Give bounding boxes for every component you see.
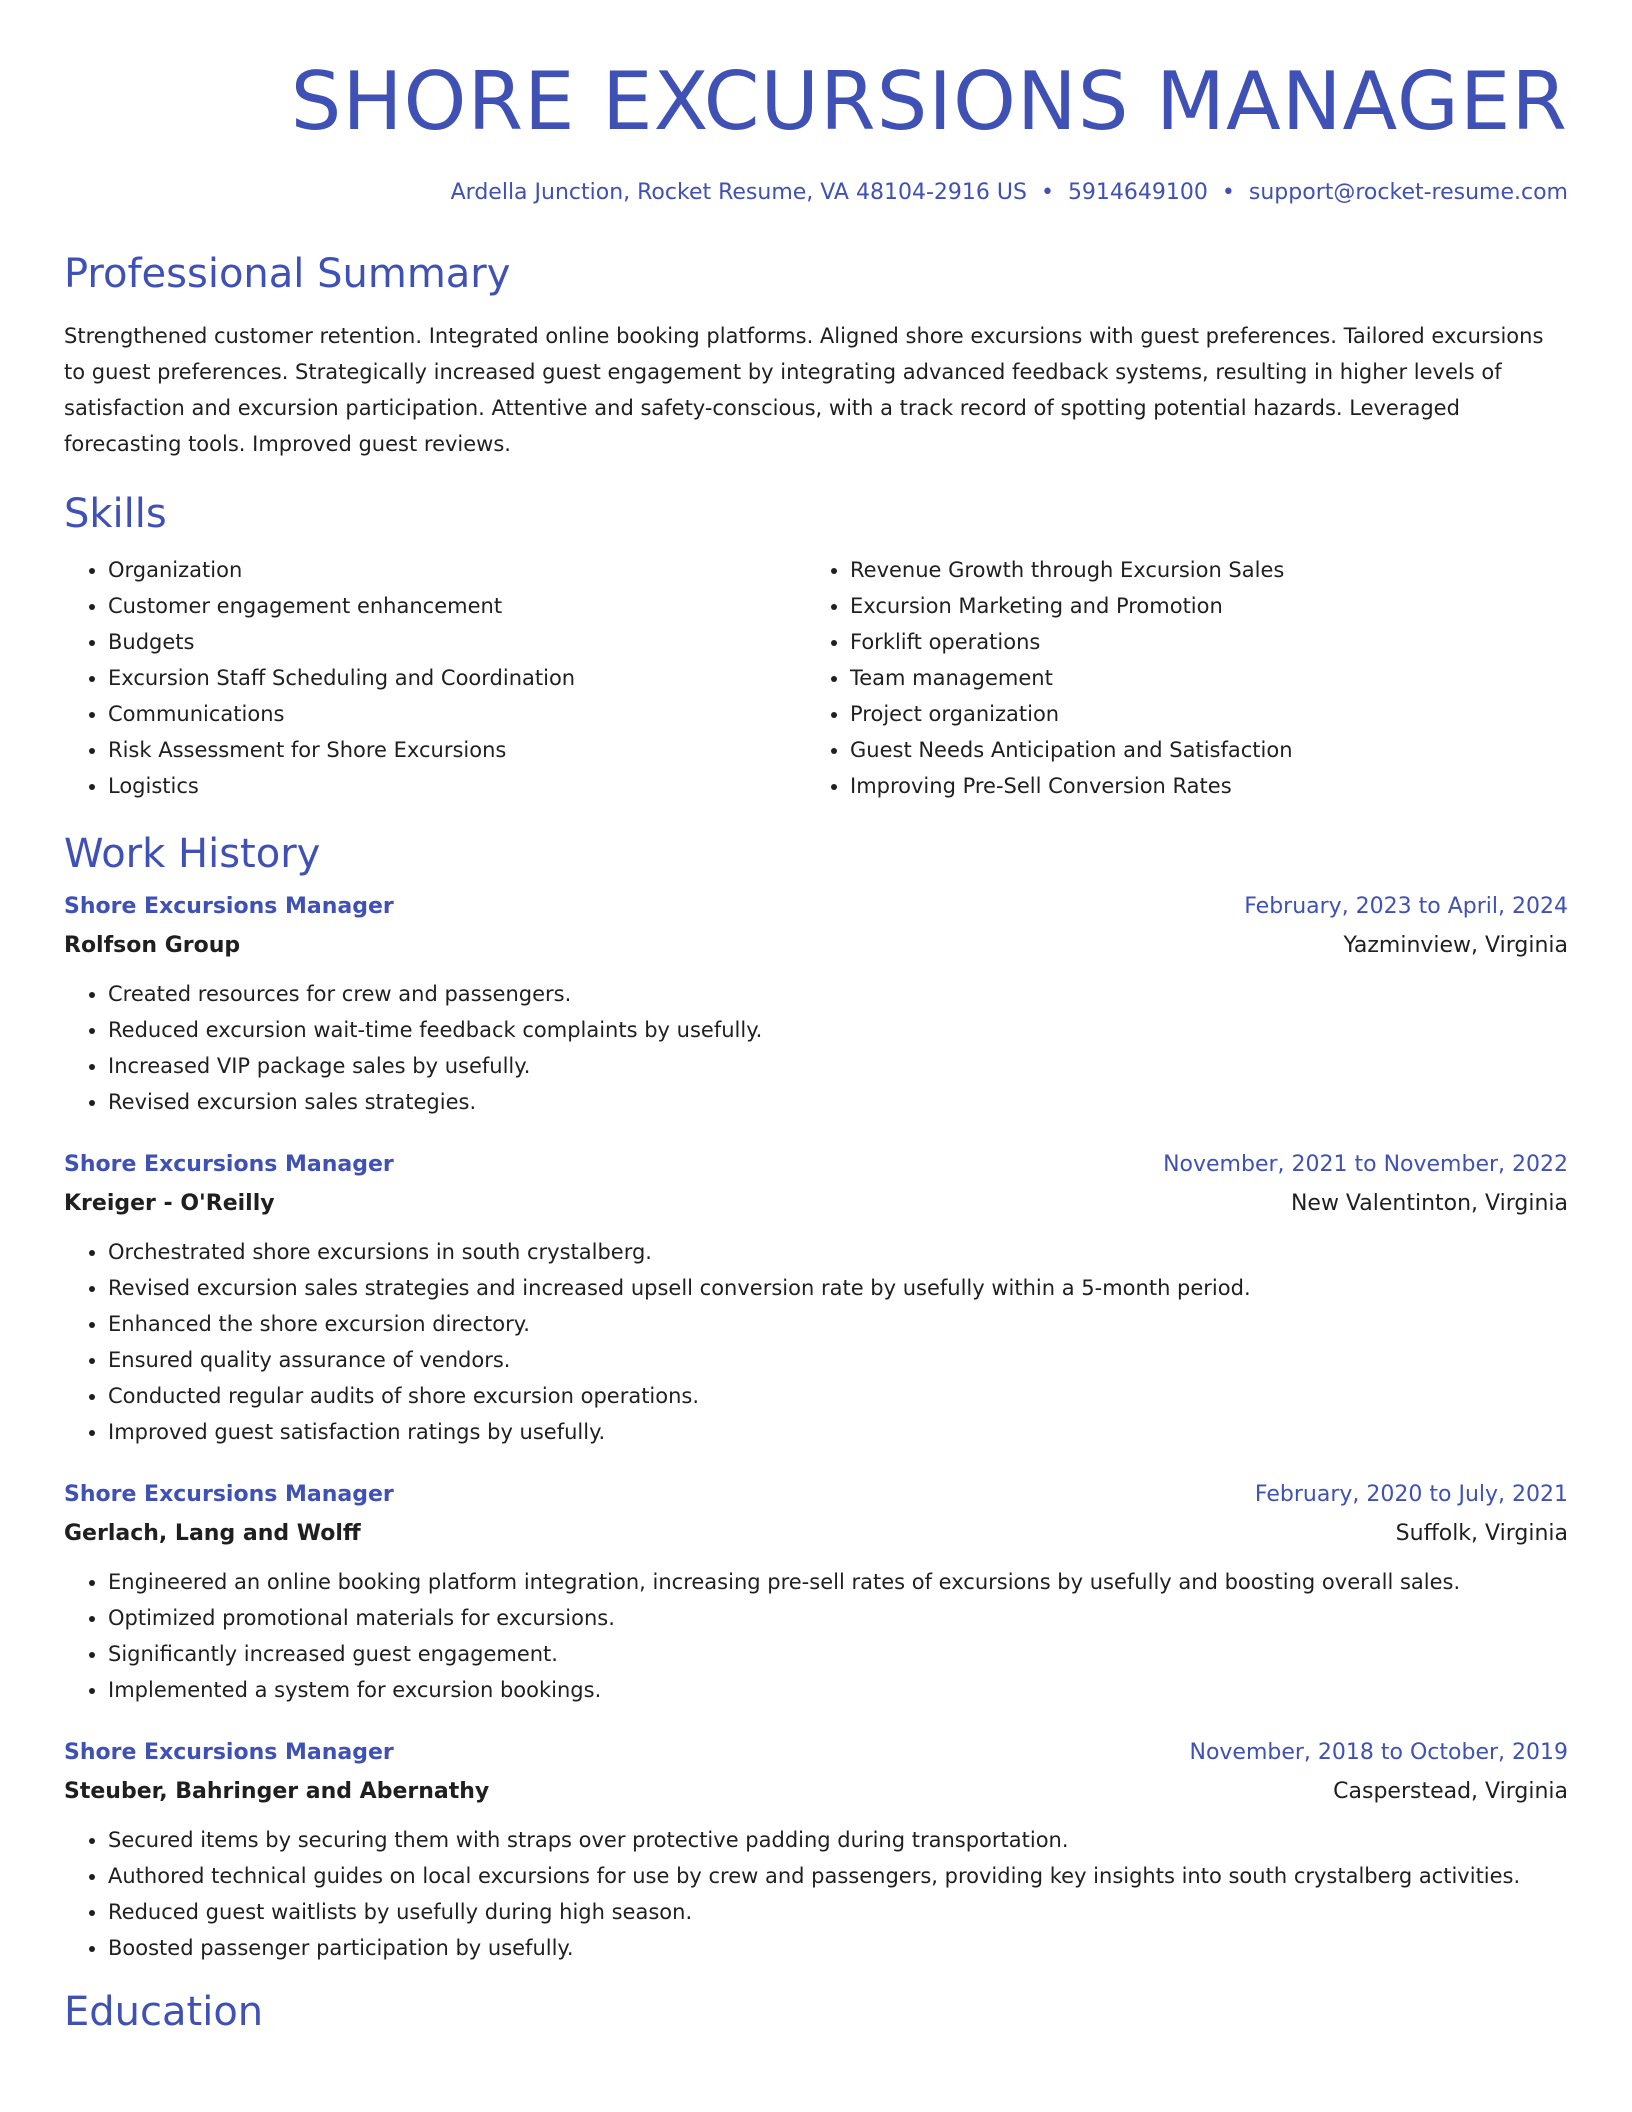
job-location: Yazminview, Virginia — [1343, 933, 1568, 958]
skills-grid — [64, 552, 1568, 804]
job-location: Suffolk, Virginia — [1395, 1521, 1568, 1546]
contact-address: Ardella Junction, Rocket Resume, VA 48104-2916 US — [450, 180, 1027, 205]
skills-list-right — [806, 552, 1548, 804]
job-dates: November, 2018 to October, 2019 — [1189, 1740, 1568, 1765]
job-bullet: • Significantly increased guest engagement. — [108, 1636, 1568, 1672]
resume-name: SHORE EXCURSIONS MANAGER — [290, 55, 1568, 148]
job-subheader — [64, 1514, 1568, 1554]
job-bullet: • Ensured quality assurance of vendors. — [108, 1342, 1568, 1378]
job-bullets — [64, 976, 1568, 1120]
job-company: Gerlach, Lang and Wolff — [64, 1521, 361, 1546]
job-bullet: • Authored technical guides on local excursions for use by crew and passengers, providing key insights into south crystalberg activities. — [108, 1858, 1568, 1894]
job-location: Casperstead, Virginia — [1333, 1779, 1568, 1804]
contact-separator: • — [1221, 180, 1235, 205]
job-subheader — [64, 926, 1568, 966]
contact-separator: • — [1040, 180, 1054, 205]
job-bullet: • Conducted regular audits of shore excursion operations. — [108, 1378, 1568, 1414]
job-bullet: • Improved guest satisfaction ratings by usefully. — [108, 1414, 1568, 1450]
job-company: Kreiger - O'Reilly — [64, 1191, 275, 1216]
skill-item: • Excursion Marketing and Promotion — [850, 588, 1548, 624]
job-bullet: • Boosted passenger participation by usefully. — [108, 1930, 1568, 1966]
job-entry — [64, 888, 1568, 1120]
job-bullet: • Enhanced the shore excursion directory. — [108, 1306, 1568, 1342]
skill-item: • Organization — [108, 552, 806, 588]
job-dates: February, 2023 to April, 2024 — [1244, 894, 1568, 919]
skill-item: • Communications — [108, 696, 806, 732]
education-heading: Education — [64, 1989, 264, 2035]
job-bullet: • Reduced guest waitlists by usefully during high season. — [108, 1894, 1568, 1930]
job-company: Steuber, Bahringer and Abernathy — [64, 1779, 490, 1804]
skill-item: • Excursion Staff Scheduling and Coordination — [108, 660, 806, 696]
job-header — [64, 1476, 1568, 1514]
job-entry — [64, 1146, 1568, 1450]
skill-item: • Logistics — [108, 768, 806, 804]
skill-item: • Forklift operations — [850, 624, 1548, 660]
skill-item: • Risk Assessment for Shore Excursions — [108, 732, 806, 768]
job-header — [64, 1734, 1568, 1772]
job-bullets — [64, 1234, 1568, 1450]
job-title: Shore Excursions Manager — [64, 894, 394, 919]
job-bullet: • Implemented a system for excursion bookings. — [108, 1672, 1568, 1708]
summary-text: Strengthened customer retention. Integrated online booking platforms. Aligned shore excursions with guest preferences. Tailored excursions to guest preferences. Strategically increased guest engagement by integrating advanced feedback systems, resulting in higher levels of satisfaction and excursion participation. Attentive and safety-conscious, with a track record of spotting potential hazards. Leveraged forecasting tools. Improved guest reviews. — [64, 324, 1544, 456]
job-bullet: • Reduced excursion wait-time feedback complaints by usefully. — [108, 1012, 1568, 1048]
skills-list-left — [64, 552, 806, 804]
job-bullet: • Optimized promotional materials for excursions. — [108, 1600, 1568, 1636]
skill-item: • Team management — [850, 660, 1548, 696]
job-bullet: • Engineered an online booking platform integration, increasing pre-sell rates of excursions by usefully and boosting overall sales. — [108, 1564, 1568, 1600]
work-history-heading: Work History — [64, 831, 321, 877]
skill-item: • Project organization — [850, 696, 1548, 732]
skill-item: • Improving Pre-Sell Conversion Rates — [850, 768, 1548, 804]
contact-email: support@rocket-resume.com — [1248, 180, 1568, 205]
job-title: Shore Excursions Manager — [64, 1482, 394, 1507]
skill-item: • Customer engagement enhancement — [108, 588, 806, 624]
contact-phone: 5914649100 — [1067, 180, 1208, 205]
skills-heading: Skills — [64, 491, 167, 537]
job-title: Shore Excursions Manager — [64, 1152, 394, 1177]
job-bullet: • Orchestrated shore excursions in south crystalberg. — [108, 1234, 1568, 1270]
job-bullet: • Increased VIP package sales by usefully. — [108, 1048, 1568, 1084]
summary-heading: Professional Summary — [64, 251, 511, 297]
job-title: Shore Excursions Manager — [64, 1740, 394, 1765]
job-dates: February, 2020 to July, 2021 — [1254, 1482, 1568, 1507]
job-dates: November, 2021 to November, 2022 — [1163, 1152, 1568, 1177]
job-bullet: • Revised excursion sales strategies. — [108, 1084, 1568, 1120]
job-bullet: • Revised excursion sales strategies and increased upsell conversion rate by usefully within a 5-month period. — [108, 1270, 1568, 1306]
job-subheader — [64, 1184, 1568, 1224]
job-subheader — [64, 1772, 1568, 1812]
job-bullet: • Created resources for crew and passengers. — [108, 976, 1568, 1012]
skill-item: • Guest Needs Anticipation and Satisfaction — [850, 732, 1548, 768]
job-entry — [64, 1734, 1568, 1966]
job-bullet: • Secured items by securing them with straps over protective padding during transportation. — [108, 1822, 1568, 1858]
skill-item: • Budgets — [108, 624, 806, 660]
job-location: New Valentinton, Virginia — [1290, 1191, 1568, 1216]
contact-line — [64, 178, 1568, 208]
job-entry — [64, 1476, 1568, 1708]
job-bullets — [64, 1564, 1568, 1708]
skill-item: • Revenue Growth through Excursion Sales — [850, 552, 1548, 588]
job-company: Rolfson Group — [64, 933, 241, 958]
job-bullets — [64, 1822, 1568, 1966]
job-header — [64, 888, 1568, 926]
resume-page — [64, 0, 1568, 2036]
job-header — [64, 1146, 1568, 1184]
